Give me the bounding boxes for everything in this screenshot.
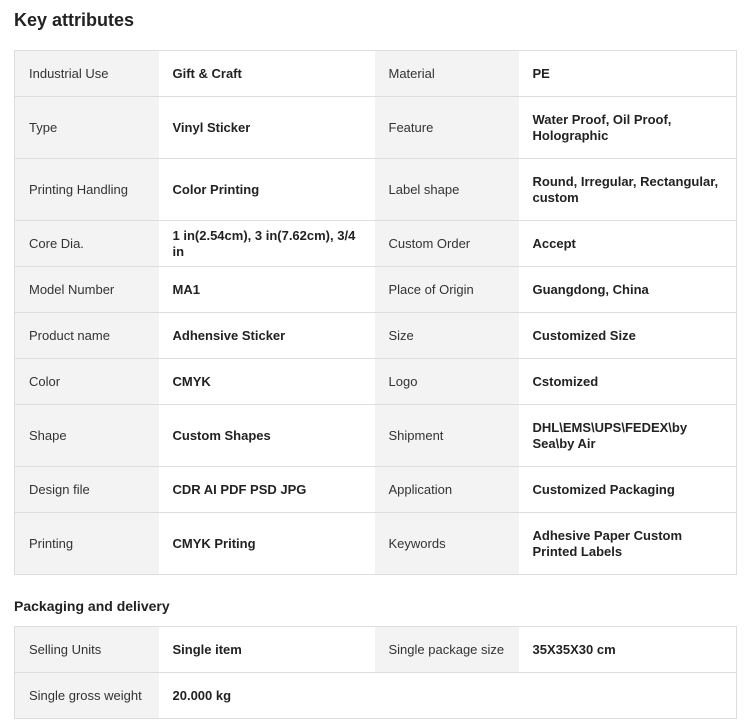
attribute-label: Color (15, 359, 159, 405)
attribute-value: Cstomized (519, 359, 737, 405)
attribute-value: CDR AI PDF PSD JPG (159, 467, 375, 513)
attribute-value: Customized Packaging (519, 467, 737, 513)
attribute-value: Round, Irregular, Rectangular, custom (519, 159, 737, 221)
attribute-row (15, 513, 737, 575)
attribute-value: Adhensive Sticker (159, 313, 375, 359)
attribute-label: Custom Order (375, 221, 519, 267)
attribute-row (15, 97, 737, 159)
packaging-label: Single package size (375, 627, 519, 673)
attribute-value: PE (519, 51, 737, 97)
attribute-row (15, 159, 737, 221)
attribute-label: Type (15, 97, 159, 159)
attribute-label: Size (375, 313, 519, 359)
packaging-value: Single item (159, 627, 375, 673)
attribute-label: Place of Origin (375, 267, 519, 313)
attribute-value: Vinyl Sticker (159, 97, 375, 159)
packaging-delivery-title: Packaging and delivery (14, 598, 170, 614)
attribute-value: Guangdong, China (519, 267, 737, 313)
packaging-value: 20.000 kg (159, 673, 375, 719)
attribute-row (15, 313, 737, 359)
attribute-label: Keywords (375, 513, 519, 575)
attribute-label: Material (375, 51, 519, 97)
attribute-label: Logo (375, 359, 519, 405)
packaging-row (15, 673, 737, 719)
attribute-label: Printing Handling (15, 159, 159, 221)
attribute-value: Customized Size (519, 313, 737, 359)
attribute-row (15, 51, 737, 97)
attribute-row (15, 221, 737, 267)
attribute-label: Shipment (375, 405, 519, 467)
attribute-value: Color Printing (159, 159, 375, 221)
attribute-value: CMYK Priting (159, 513, 375, 575)
attribute-label: Application (375, 467, 519, 513)
empty-cell (519, 673, 737, 719)
packaging-label: Single gross weight (15, 673, 159, 719)
attribute-row (15, 467, 737, 513)
attribute-label: Printing (15, 513, 159, 575)
packaging-row (15, 627, 737, 673)
attribute-value: Adhesive Paper Custom Printed Labels (519, 513, 737, 575)
attribute-label: Model Number (15, 267, 159, 313)
attribute-label: Core Dia. (15, 221, 159, 267)
attribute-label: Label shape (375, 159, 519, 221)
attribute-value: MA1 (159, 267, 375, 313)
attribute-row (15, 405, 737, 467)
attribute-label: Shape (15, 405, 159, 467)
packaging-label: Selling Units (15, 627, 159, 673)
attribute-value: CMYK (159, 359, 375, 405)
attribute-value: DHL\EMS\UPS\FEDEX\by Sea\by Air (519, 405, 737, 467)
attribute-label: Product name (15, 313, 159, 359)
attribute-row (15, 359, 737, 405)
attribute-value: Gift & Craft (159, 51, 375, 97)
attribute-value: Accept (519, 221, 737, 267)
key-attributes-table (14, 50, 737, 575)
packaging-value: 35X35X30 cm (519, 627, 737, 673)
attribute-value: Custom Shapes (159, 405, 375, 467)
attribute-value: Water Proof, Oil Proof, Holographic (519, 97, 737, 159)
empty-cell (375, 673, 519, 719)
attribute-row (15, 267, 737, 313)
attribute-value: 1 in(2.54cm), 3 in(7.62cm), 3/4 in (159, 221, 375, 267)
attribute-label: Industrial Use (15, 51, 159, 97)
key-attributes-title: Key attributes (14, 10, 135, 30)
packaging-delivery-table (14, 626, 737, 719)
attribute-label: Design file (15, 467, 159, 513)
attribute-label: Feature (375, 97, 519, 159)
